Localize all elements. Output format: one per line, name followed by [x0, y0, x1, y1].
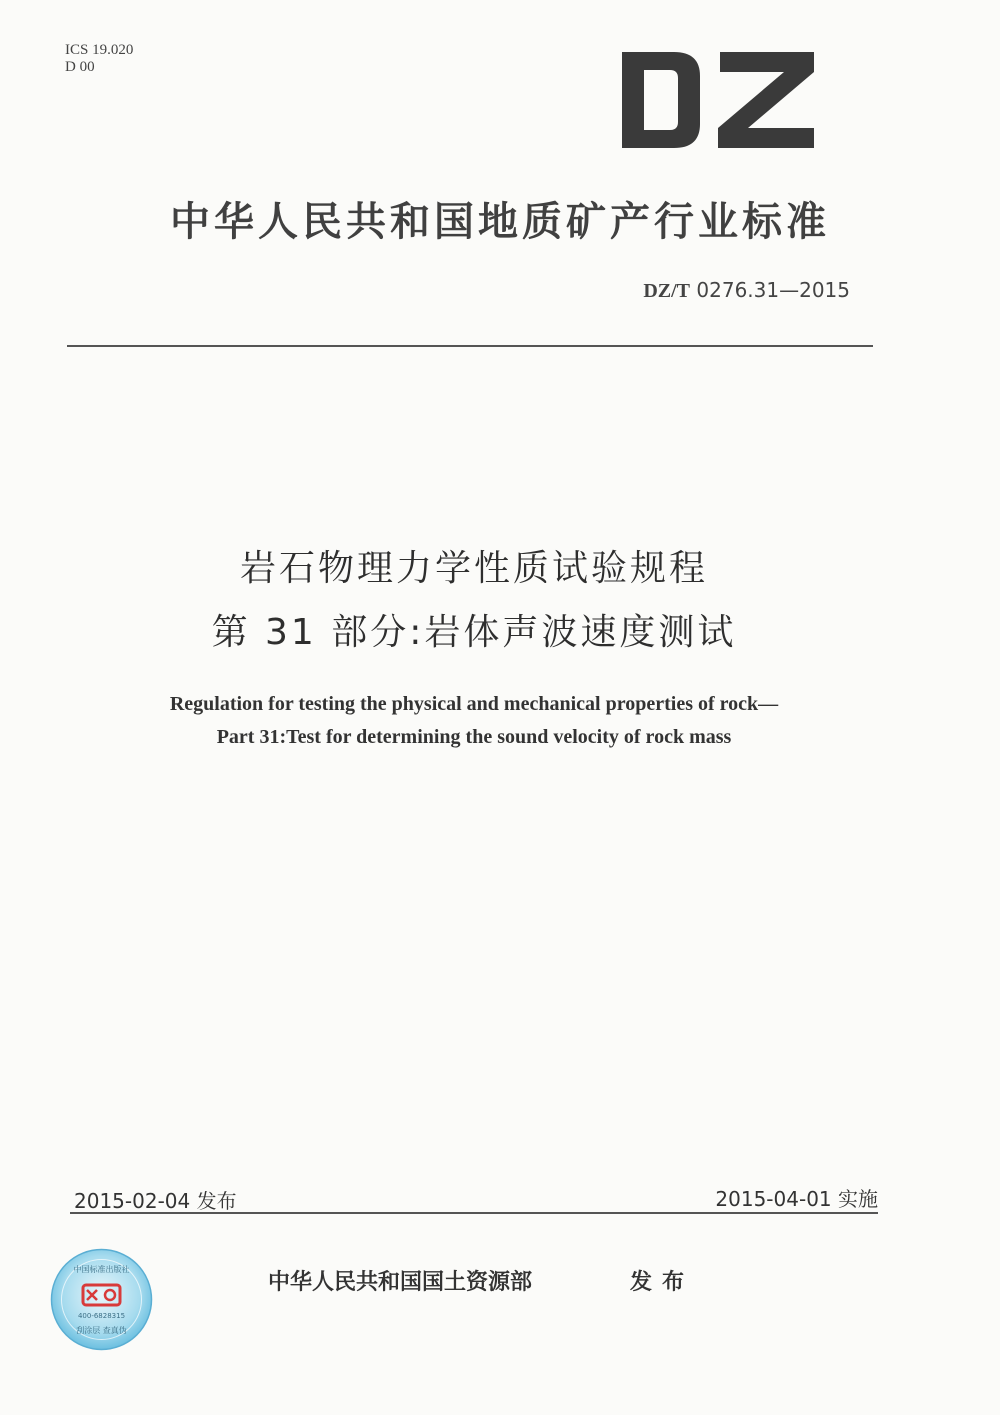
standard-category-title: 中华人民共和国地质矿产行业标准: [170, 199, 830, 245]
chinese-title-line-1: 岩石物理力学性质试验规程: [239, 548, 708, 589]
english-title-line-2: Part 31:Test for determining the sound velocity of rock mass: [216, 726, 732, 748]
standard-number-prefix: DZ/T: [643, 280, 691, 302]
seal-text-bottom: 刮涂层 查真伪: [76, 1326, 127, 1335]
classification-codes: [65, 42, 133, 76]
bottom-divider: [70, 1212, 878, 1214]
top-divider: [67, 345, 873, 347]
seal-text-phone: 400-6828315: [77, 1312, 126, 1320]
anti-counterfeit-seal: [50, 1248, 153, 1351]
implementation-date: 2015-04-01 实施: [715, 1187, 878, 1211]
seal-text-top: 中国标准出版社: [73, 1265, 130, 1274]
standard-number-value: 0276.31—2015: [696, 278, 850, 302]
issue-date: 2015-02-04 发布: [74, 1189, 237, 1213]
issuing-authority: 中华人民共和国国土资源部: [268, 1270, 533, 1295]
issue-label: 发布: [630, 1270, 695, 1295]
ccs-code: D 00: [65, 59, 95, 75]
dz-logo: [622, 52, 814, 148]
ics-code: ICS 19.020: [65, 42, 134, 58]
chinese-title-line-2: 第 31 部分:岩体声波速度测试: [211, 612, 737, 653]
standard-number: [643, 278, 850, 303]
english-title: [0, 688, 948, 754]
english-title-line-1: Regulation for testing the physical and mechanical properties of rock—: [169, 693, 779, 715]
